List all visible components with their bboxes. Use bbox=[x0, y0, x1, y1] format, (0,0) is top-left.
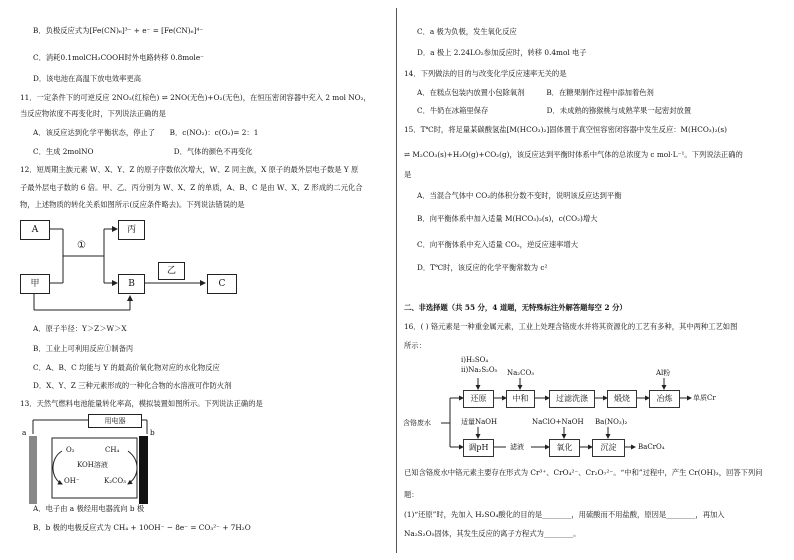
product-bacro4: BaCrO₄ bbox=[638, 443, 665, 451]
question-15: 15．T℃时，将足量某碳酸氢盐[M(HCO₃)₂]固体置于真空恒容密闭容器中发生反应：M(HCO₃)₂(s) bbox=[404, 125, 727, 134]
node-b: B bbox=[118, 274, 145, 294]
electrode-b bbox=[139, 436, 148, 504]
reagent-naoh: 适量NaOH bbox=[461, 418, 498, 426]
node-c: C bbox=[207, 274, 237, 294]
node-bing: 丙 bbox=[118, 220, 145, 240]
reagent-naclo-naoh: NaClO+NaOH bbox=[532, 418, 584, 426]
koh-label: KOH溶液 bbox=[77, 461, 108, 469]
reagent-barium-nitrate: Ba(NO₃)₂ bbox=[595, 418, 628, 426]
left-column bbox=[0, 0, 395, 560]
o2-label: O₂ bbox=[66, 446, 75, 454]
fuel-cell-wiring bbox=[0, 0, 395, 560]
ch4-label: CH₄ bbox=[105, 446, 120, 454]
question-16: 16．( ) 铬元素是一种重金属元素，工业上处理含铬废水并将其资源化的工艺有多种，其中两种工艺如图 bbox=[404, 322, 738, 331]
load-device: 用电器 bbox=[88, 414, 142, 428]
given-info-cont: 题： bbox=[404, 490, 419, 499]
question-13: 13．天然气燃料电池能量转化率高，模拟装置如图所示。下列说法正确的是 bbox=[20, 399, 263, 408]
step-oxidation: 氧化 bbox=[549, 439, 580, 457]
filtrate-label: 滤液 bbox=[510, 443, 524, 451]
question-12-cont1: 子最外层电子数的 6 倍。甲、乙、丙分别为 W、X、Z 的单质，A、B、C 是由 W、X、Z 形成的二元化合 bbox=[20, 183, 363, 192]
question-11-cont: 当反应物浓度不再变化时，下列说法正确的是 bbox=[20, 109, 166, 118]
option-a-q12: A．原子半径：Y＞Z＞W＞X bbox=[33, 324, 127, 333]
options-cd-q11: C．生成 2molNO D．气体的颜色不再变化 bbox=[33, 147, 253, 156]
option-c-q10: C．消耗0.1molCH₃COOH时外电路转移 0.8mole⁻ bbox=[33, 53, 205, 62]
electrode-a bbox=[29, 436, 37, 504]
step-calcination: 煅烧 bbox=[607, 390, 637, 408]
option-c-q15: C．向平衡体系中充入适量 CO₂，逆反应速率增大 bbox=[417, 240, 579, 249]
option-c-q12: C．A、B、C 均能与 Y 的最高价氧化物对应的水化物反应 bbox=[33, 363, 220, 372]
step-reduction: 还原 bbox=[463, 390, 494, 408]
option-b-q10: B．负极反应式为[Fe(CN)₆]³⁻ + e⁻ = [Fe(CN)₆]⁴⁻ bbox=[33, 26, 204, 35]
option-b-q12: B．工业上可利用反应①制备丙 bbox=[33, 344, 134, 353]
step-neutralization: 中和 bbox=[506, 390, 535, 408]
option-a-q13: A．电子由 a 极经用电器流向 b 极 bbox=[33, 504, 145, 513]
reagent-na2co3: Na₂CO₃ bbox=[507, 369, 535, 377]
options-ab-q11: A．该反应达到化学平衡状态，停止了 B．c(NO₂)：c(O₂)= 2：1 bbox=[33, 128, 259, 137]
option-d-q13: D．a 极上 2.24LO₂参加反应时，转移 0.4mol 电子 bbox=[417, 48, 587, 57]
question-16-cont: 所示： bbox=[404, 341, 426, 350]
section-heading: 二、非选择题（共 55 分，4 道题，无特殊标注外解答题每空 2 分） bbox=[404, 303, 627, 312]
reaction-1-label: ① bbox=[77, 240, 86, 251]
given-info: 已知含铬废水中铬元素主要存在形式为 Cr³⁺、CrO₄²⁻、Cr₂O₇²⁻。“中和”过程中，产生 Cr(OH)₃，回答下列问 bbox=[404, 468, 763, 477]
question-12: 12．短周期主族元素 W、X、Y、Z 的原子序数依次增大，W、Z 同主族，X 原子的最外层电子数是 Y 原 bbox=[20, 165, 359, 174]
right-column bbox=[399, 0, 794, 560]
question-15-cont1: ⇌ M₂CO₃(s)+H₂O(g)+CO₂(g)，该反应达到平衡时体系中气体的总浓度为 c mol·L⁻¹。下列说法正确的 bbox=[404, 150, 743, 159]
k2co3-label: K₂CO₃ bbox=[104, 477, 126, 485]
question-14: 14．下列做法的目的与改变化学反应速率无关的是 bbox=[404, 69, 567, 78]
option-d-q12: D．X、Y、Z 三种元素形成的一种化合物的水溶液可作防火剂 bbox=[33, 381, 232, 390]
product-chromium: 单质Cr bbox=[693, 394, 716, 402]
options-ab-q14: A．在糕点包装内放置小包除氧剂 B．在糖果制作过程中添加着色剂 bbox=[417, 88, 654, 97]
electrode-b-label: b bbox=[150, 428, 155, 437]
step-adjust-ph: 调pH bbox=[463, 439, 494, 457]
node-a: A bbox=[20, 220, 50, 240]
option-b-q15: B．向平衡体系中加入适量 M(HCO₃)₂(s)，c(CO₂)增大 bbox=[417, 214, 598, 223]
question-11: 11．一定条件下的可逆反应 2NO₂(红棕色) ⇌ 2NO(无色)+O₂(无色)，在恒压密闭容器中充入 2 mol NO₂， bbox=[20, 93, 371, 102]
electrode-a-label: a bbox=[22, 428, 27, 437]
step-precipitation: 沉淀 bbox=[592, 439, 625, 457]
option-b-q13: B．b 极的电极反应式为 CH₄ + 10OH⁻ − 8e⁻ = CO₃²⁻ + 7H₂O bbox=[33, 523, 251, 532]
option-d-q15: D．T℃时，该反应的化学平衡常数为 c² bbox=[417, 263, 548, 272]
option-d-q10: D．该电池在高温下放电效率更高 bbox=[33, 74, 142, 83]
step-filter-wash: 过滤洗涤 bbox=[549, 390, 595, 408]
oh-label: OH⁻ bbox=[64, 477, 80, 485]
node-jia: 甲 bbox=[20, 274, 50, 294]
step-smelting: 冶炼 bbox=[649, 390, 680, 408]
column-divider bbox=[396, 8, 397, 553]
reagent-na2s2o5: ii)Na₂S₂O₅ bbox=[461, 366, 498, 374]
question-15-cont2: 是 bbox=[404, 170, 412, 179]
subquestion-1: (1)“还原”时，先加入 H₂SO₄酸化的目的是________，用硫酸而不用盐酸，原因是________，再加入 bbox=[404, 510, 725, 519]
reagent-h2so4: i)H₂SO₄ bbox=[461, 356, 489, 364]
node-yi: 乙 bbox=[158, 262, 185, 280]
option-c-q13: C．a 极为负极，发生氧化反应 bbox=[417, 27, 517, 36]
chromium-wastewater: 含铬废水 bbox=[403, 419, 431, 427]
subquestion-1-cont: Na₂S₂O₅固体，其发生反应的离子方程式为________。 bbox=[404, 529, 581, 538]
option-a-q15: A．当混合气体中 CO₂的体积分数不变时，说明该反应达到平衡 bbox=[417, 191, 622, 200]
question-12-cont2: 物，上述物质的转化关系如图所示(反应条件略去)。下列说法错误的是 bbox=[20, 200, 245, 209]
options-cd-q14: C．牛奶在冰箱里保存 D．未成熟的猕猴桃与成熟苹果一起密封放置 bbox=[417, 106, 692, 115]
reagent-al-powder: Al粉 bbox=[656, 369, 671, 377]
